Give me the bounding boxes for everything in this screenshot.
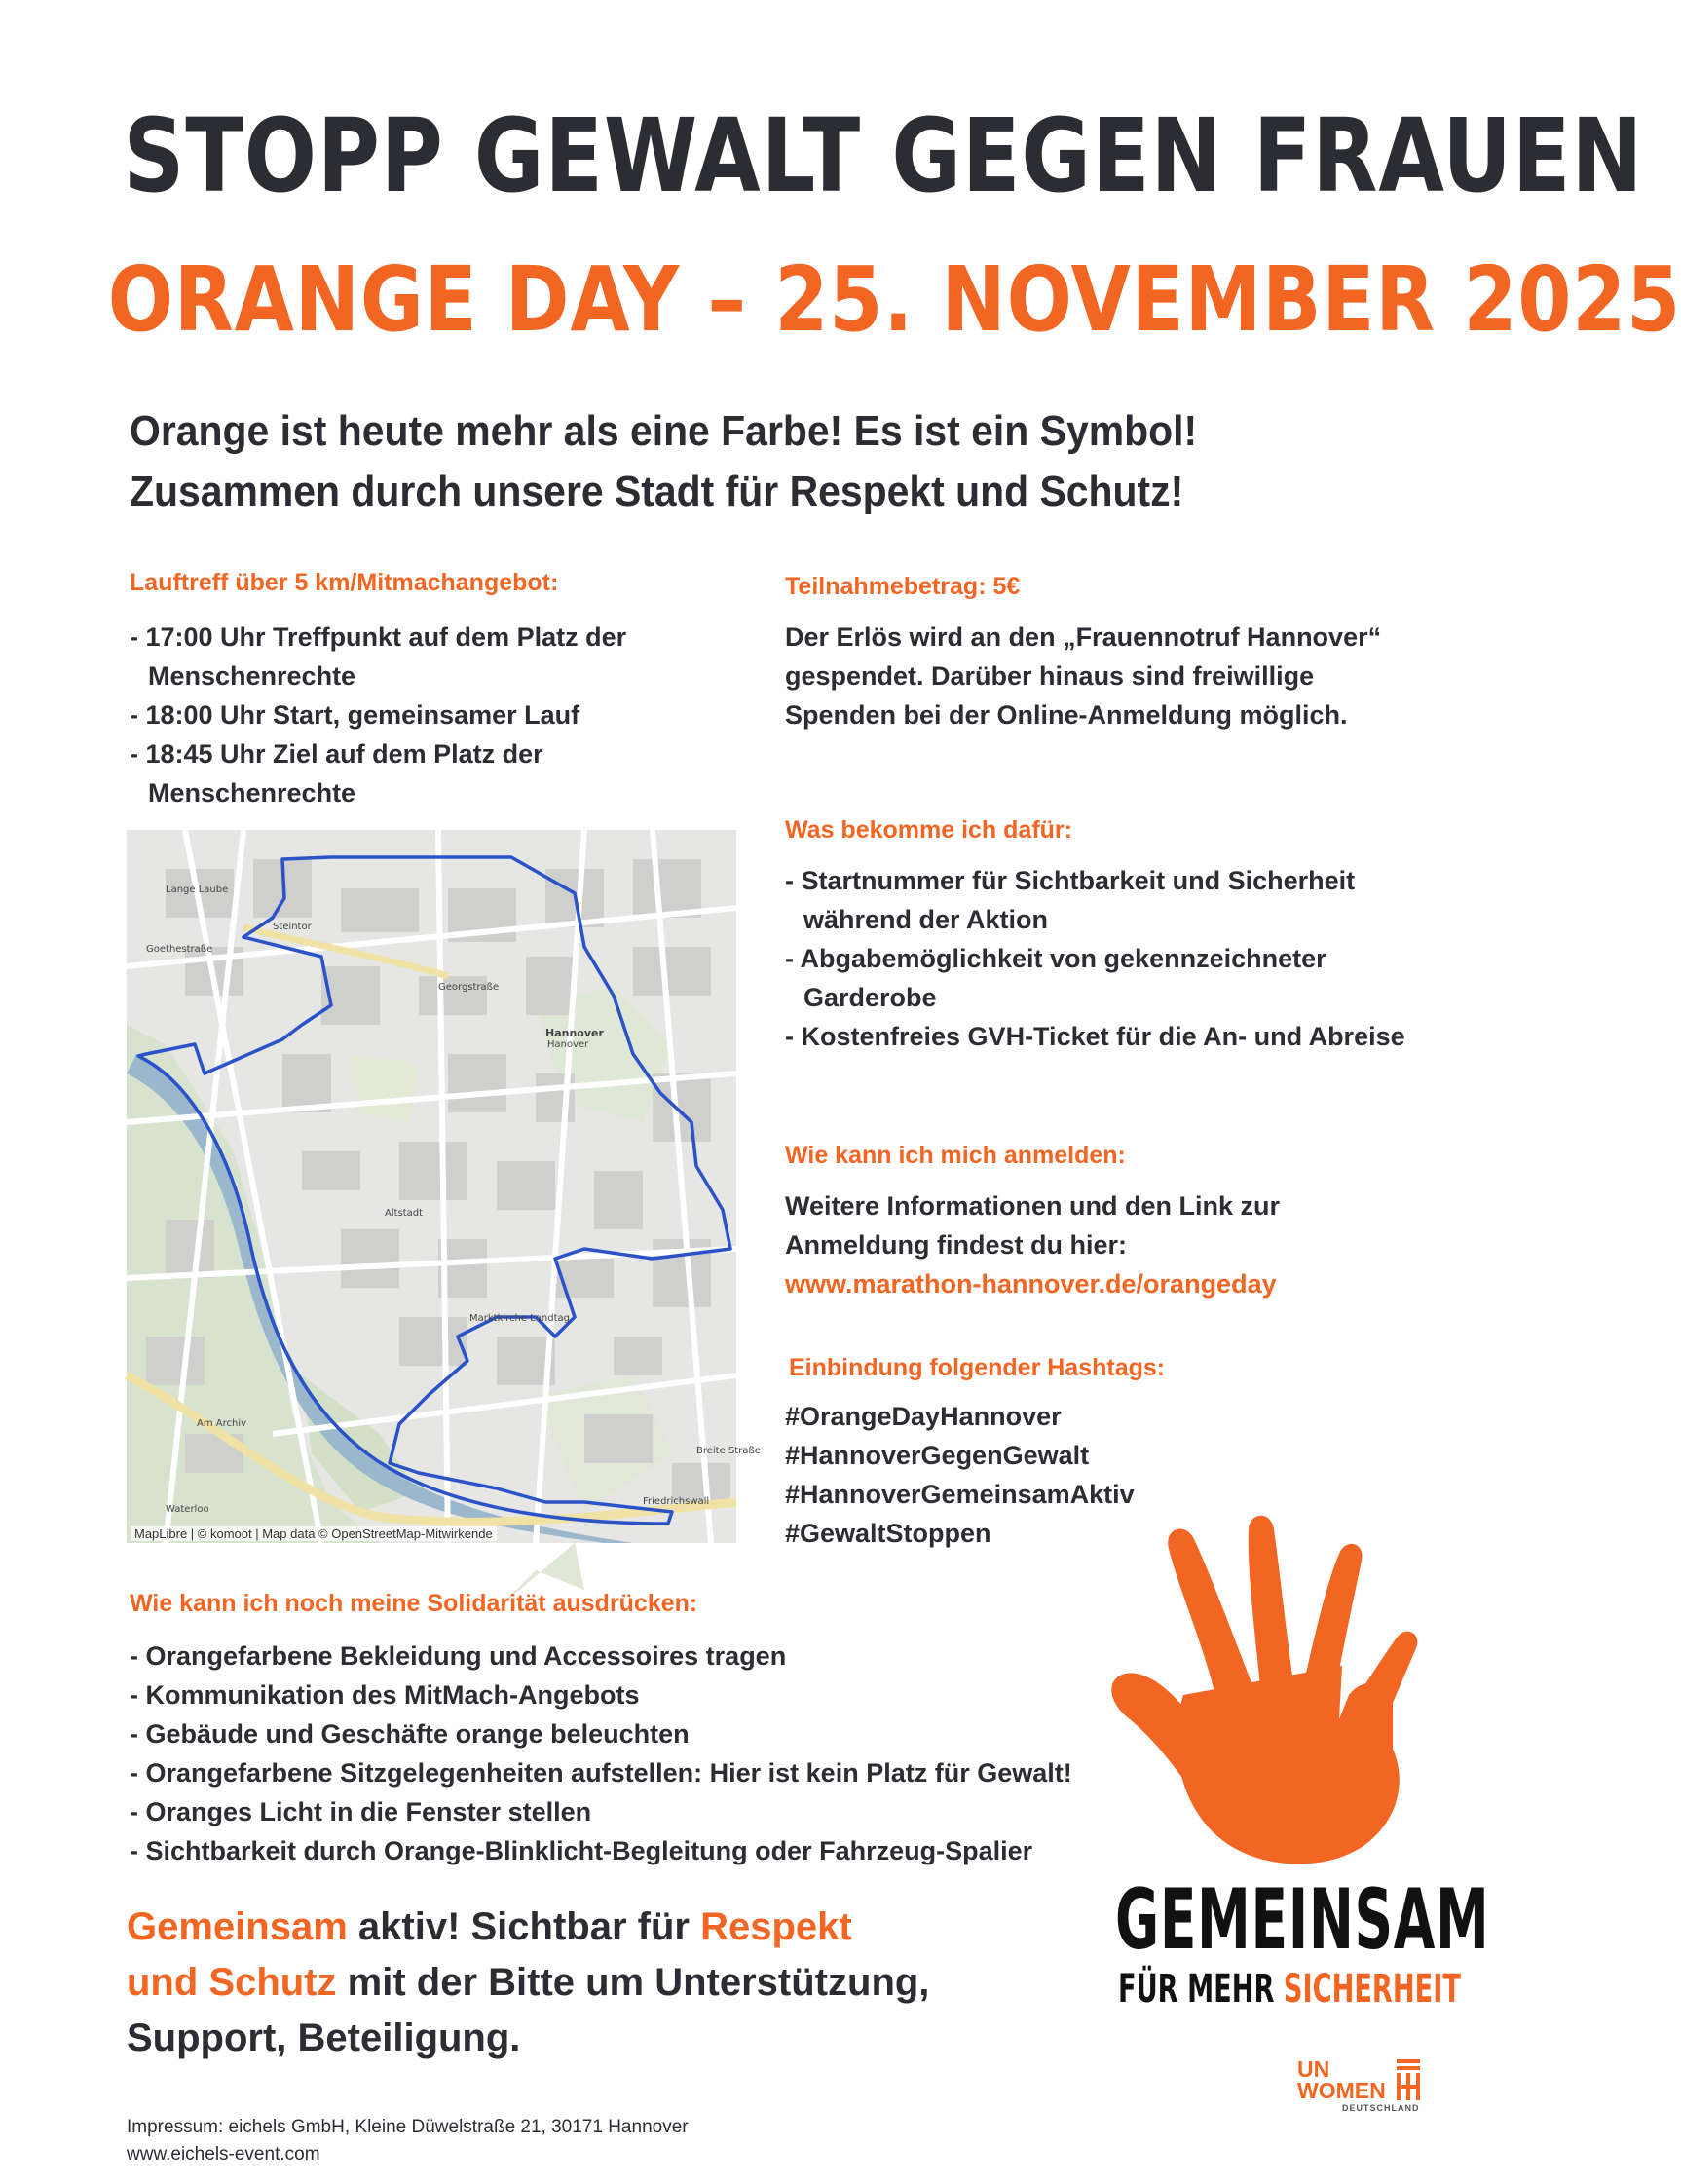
hashtag-item: #HannoverGegenGewalt [785, 1441, 1090, 1470]
lauftreff-list [130, 618, 714, 812]
event-date-title: ORANGE DAY – 25. NOVEMBER 2025 [107, 247, 1681, 352]
page-title: STOPP GEWALT GEGEN FRAUEN [123, 96, 1644, 215]
un-women-logo-un: UN [1297, 2056, 1330, 2082]
map-attribution: MapLibre | © komoot | Map data © OpenStreetMap-Mitwirkende [131, 1526, 497, 1541]
hashtags-heading: Einbindung folgender Hashtags: [789, 1354, 1166, 1381]
hashtag-item: #GewaltStoppen [785, 1519, 991, 1548]
hashtag-item: #OrangeDayHannover [785, 1402, 1062, 1431]
anmelden-block [785, 1186, 1428, 1303]
closing-statement [127, 1900, 1003, 2066]
list-item: - 17:00 Uhr Treffpunkt auf dem Platz der Menschenrechte [130, 618, 714, 696]
closing-text: Support, Beteiligung. [127, 2016, 521, 2059]
campaign-logo-title: GEMEINSAM [1115, 1871, 1490, 1969]
bekomme-list [785, 861, 1428, 1056]
map-label-hannover: Hannover [545, 1027, 604, 1039]
open-hand-icon [1101, 1510, 1422, 1880]
un-women-logo-women: WOMEN [1297, 2078, 1386, 2103]
registration-link[interactable]: www.marathon-hannover.de/orangeday [785, 1269, 1277, 1299]
lauftreff-heading: Lauftreff über 5 km/Mitmachangebot: [130, 569, 559, 596]
imprint-website[interactable]: www.eichels-event.com [127, 2144, 320, 2165]
un-women-icon [1395, 2057, 1422, 2102]
map-label-steintor: Steintor [273, 922, 312, 932]
closing-text: aktiv! Sichtbar für [347, 1905, 701, 1948]
route-map[interactable] [127, 830, 761, 1543]
map-label-goethestrasse: Goethestraße [146, 944, 213, 955]
anmelden-heading: Wie kann ich mich anmelden: [785, 1142, 1126, 1169]
imprint [127, 2114, 689, 2168]
list-item: - Orangefarbene Sitzgelegenheiten aufstellen: Hier ist kein Platz für Gewalt! [130, 1753, 1142, 1792]
hashtag-item: #HannoverGemeinsamAktiv [785, 1480, 1135, 1509]
un-women-logo [1297, 2057, 1463, 2116]
campaign-logo-accent: SICHERHEIT [1283, 1967, 1461, 2012]
map-label-breite-strasse: Breite Straße [696, 1446, 761, 1456]
list-item: - Orangefarbene Bekleidung und Accessoires tragen [130, 1637, 1142, 1676]
campaign-logo-text: FÜR MEHR [1118, 1967, 1284, 2012]
map-label-landtag: Marktkirche Landtag [469, 1313, 570, 1324]
list-item: - Sichtbarkeit durch Orange-Blinklicht-Begleitung oder Fahrzeug-Spalier [130, 1831, 1142, 1870]
teilnahme-text: Der Erlös wird an den „Frauennotruf Hannover“ gespendet. Darüber hinaus sind freiwillige Spenden bei der Online-Anmeldung möglich. [785, 622, 1382, 730]
list-item: - Gebäude und Geschäfte orange beleuchten [130, 1714, 1142, 1753]
closing-word-schutz: und Schutz [127, 1961, 337, 2004]
solidaritaet-list [130, 1637, 1142, 1870]
map-label-hannover-sub: Hanover [547, 1039, 589, 1050]
closing-word-gemeinsam: Gemeinsam [127, 1905, 348, 1948]
list-item: - 18:45 Uhr Ziel auf dem Platz der Menschenrechte [130, 734, 714, 812]
map-label-friedrichswall: Friedrichswall [643, 1496, 710, 1507]
teilnahme-heading: Teilnahmebetrag: 5€ [785, 573, 1021, 600]
intro-line-1: Orange ist heute mehr als eine Farbe! Es ist ein Symbol! [130, 407, 1198, 455]
closing-word-respekt: Respekt [700, 1905, 852, 1948]
list-item: - Kostenfreies GVH-Ticket für die An- und Abreise [785, 1017, 1428, 1056]
list-item: - Oranges Licht in die Fenster stellen [130, 1792, 1142, 1831]
list-item: - Startnummer für Sichtbarkeit und Sicherheit während der Aktion [785, 861, 1428, 939]
bekomme-heading: Was bekomme ich dafür: [785, 816, 1072, 844]
map-label-lange-laube: Lange Laube [166, 885, 229, 895]
imprint-address: Impressum: eichels GmbH, Kleine Düwelstraße 21, 30171 Hannover [127, 2117, 689, 2137]
map-label-waterloo: Waterloo [166, 1504, 209, 1515]
intro-line-2: Zusammen durch unsere Stadt für Respekt und Schutz! [130, 468, 1184, 515]
closing-text: mit der Bitte um Unterstützung, [336, 1961, 930, 2004]
map-label-altstadt: Altstadt [385, 1208, 424, 1219]
list-item: - Kommunikation des MitMach-Angebots [130, 1676, 1142, 1714]
map-label-georgstrasse: Georgstraße [438, 982, 500, 993]
anmelden-text: Weitere Informationen und den Link zur Anmeldung findest du hier: [785, 1191, 1281, 1260]
campaign-logo-subtitle [1118, 1967, 1461, 2012]
solidaritaet-heading: Wie kann ich noch meine Solidarität ausdrücken: [130, 1590, 698, 1617]
un-women-logo-country: DEUTSCHLAND [1342, 2103, 1420, 2113]
map-label-am-archiv: Am Archiv [197, 1418, 247, 1429]
list-item: - Abgabemöglichkeit von gekennzeichneter Garderobe [785, 939, 1428, 1017]
list-item: - 18:00 Uhr Start, gemeinsamer Lauf [130, 696, 714, 734]
route-map-graphic [127, 830, 761, 1543]
